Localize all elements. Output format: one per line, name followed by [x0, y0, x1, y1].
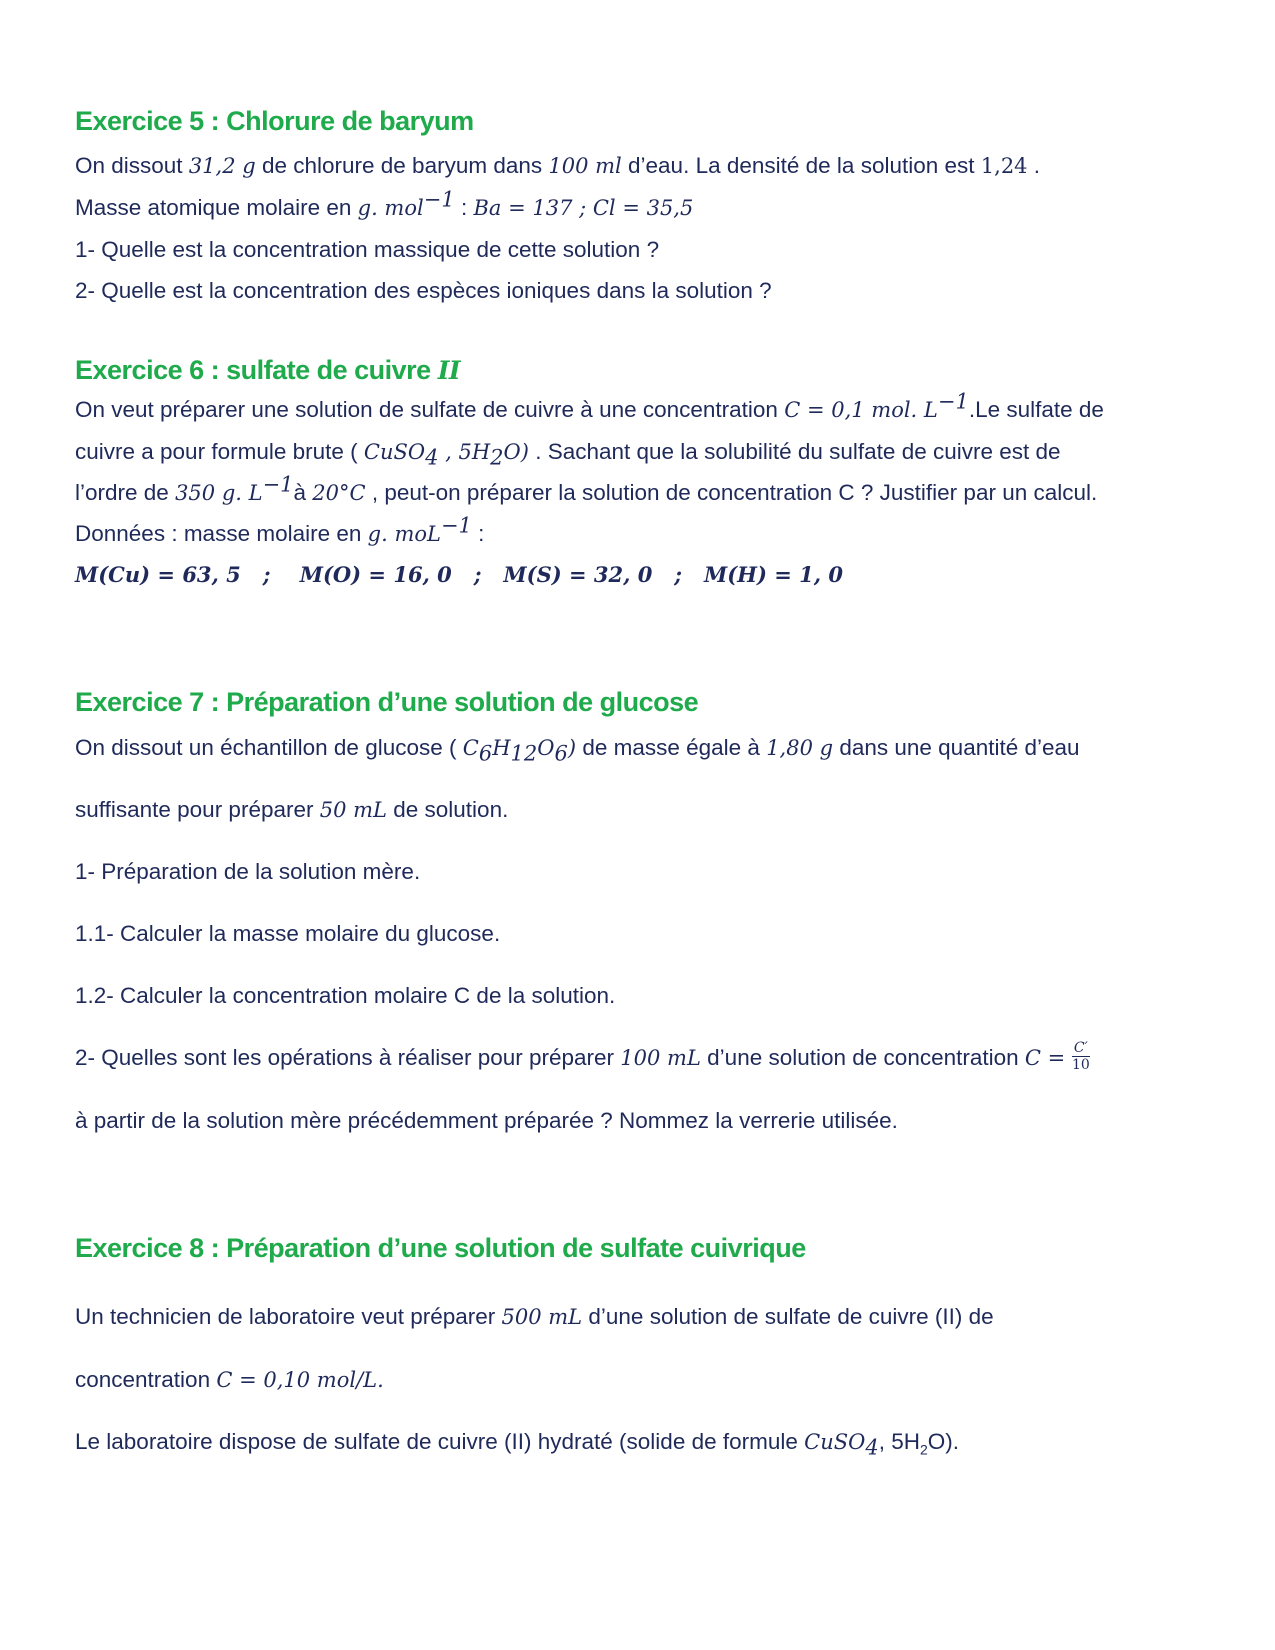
fraction: $\frac{C'}{10}$ — [1071, 1039, 1090, 1073]
ex5-line-2: Masse atomique molaire en g. mol$^{-1}$ : Ba = 137 ; Cl = 35,5 — [75, 187, 694, 220]
ex8-line-1: Un technicien de laboratoire veut préparer 500 mL d’une solution de sulfate de cuivre (II) de — [75, 1304, 994, 1329]
ex8-title: Exercice 8 : Préparation d’une solution de sulfate cuivrique — [75, 1233, 806, 1263]
ex7-line-4: 1.1- Calculer la masse molaire du glucose. — [75, 921, 501, 946]
ex6-line-4: Données : masse molaire en g. moL$^{-1}$ : — [75, 513, 485, 546]
ex6-line-1: On veut préparer une solution de sulfate de cuivre à une concentration C = 0,1 mol. $L^{-1}.Le$ sulfate de — [75, 389, 1104, 422]
ex7-line-6: 2- Quelles sont les opérations à réaliser pour préparer 100 mL d’une solution de concentration C = $\frac{C'}{10}$ — [75, 1039, 1090, 1073]
ex6-line-2: cuivre a pour formule brute ( CuSO$_4$ , $5H_2O$) . Sachant que la solubilité du sulfate de cuivre est de — [75, 439, 1061, 470]
ex6-molar-masses: M(Cu) = 63, 5 ; M(O) = 16, 0 ; M(S) = 32, 0 ; M(H) = 1, 0 — [75, 562, 844, 587]
ex7-title: Exercice 7 : Préparation d’une solution de glucose — [75, 687, 699, 717]
ex7-line-2: suffisante pour préparer 50 mL de solution. — [75, 797, 509, 822]
ex8-line-2: concentration C = 0,10 mol/L. — [75, 1367, 384, 1392]
ex6-title: Exercice 6 : sulfate de cuivre II — [75, 355, 461, 385]
ex5-title: Exercice 5 : Chlorure de baryum — [75, 106, 474, 136]
ex6-line-3: l’ordre de 350 g. $L^{-1}à$ 20°C , peut-on préparer la solution de concentration C ? Justifier par un calcul. — [75, 472, 1098, 505]
ex7-line-1: On dissout un échantillon de glucose ( $C_6H_{12}O_6$) de masse égale à 1,80 g dans une quantité d’eau — [75, 735, 1080, 766]
ex7-line-3: 1- Préparation de la solution mère. — [75, 859, 421, 884]
ex5-line-1: On dissout 31,2 g de chlorure de baryum dans 100 ml d’eau. La densité de la solution est 1,24 . — [75, 153, 1041, 178]
ex5-question-2: 2- Quelle est la concentration des espèces ioniques dans la solution ? — [75, 278, 772, 303]
ex7-line-5: 1.2- Calculer la concentration molaire C de la solution. — [75, 983, 616, 1008]
ex7-line-7: à partir de la solution mère précédemment préparée ? Nommez la verrerie utilisée. — [75, 1108, 898, 1133]
ex8-line-3: Le laboratoire dispose de sulfate de cuivre (II) hydraté (solide de formule CuSO$_4$, $5H_2O$). — [75, 1429, 960, 1460]
ex5-question-1: 1- Quelle est la concentration massique de cette solution ? — [75, 237, 660, 262]
